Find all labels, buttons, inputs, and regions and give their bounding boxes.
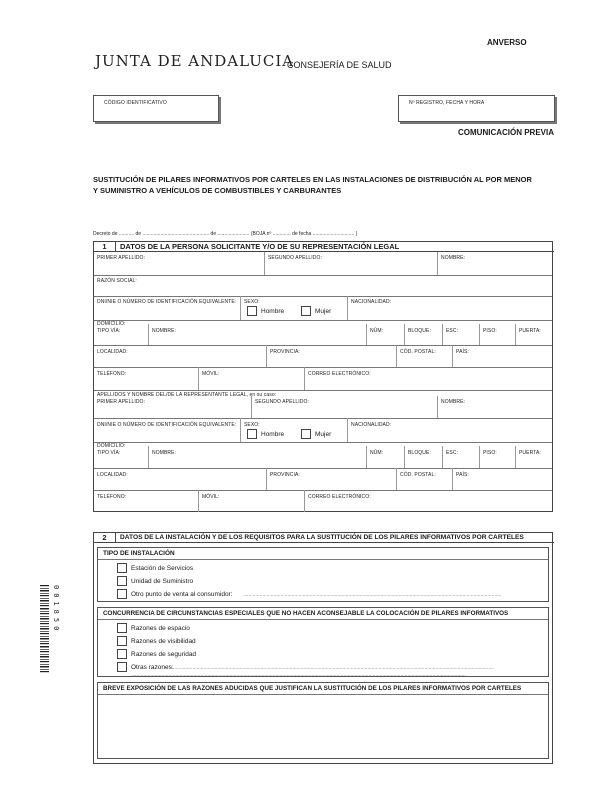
tipo-instalacion-title: TIPO DE INSTALACIÓN: [103, 550, 175, 557]
otras-razones-checkbox[interactable]: [117, 662, 127, 672]
unidad-suministro-label: Unidad de Suministro: [131, 578, 194, 585]
segundo-apellido-label: SEGUNDO APELLIDO:: [268, 255, 322, 261]
rep-movil-label: MÓVIL:: [202, 494, 220, 500]
otras-razones-label: Otras razones:: [131, 664, 174, 671]
document-title: SUSTITUCIÓN DE PILARES INFORMATIVOS POR CARTELES EN LAS INSTALACIONES DE DISTRIBUCIÓN AL POR MENOR Y SUMINISTRO A VEHÍCULOS DE COMBUSTIBLES Y CARBURANTES: [93, 175, 532, 195]
bloque-label: BLOQUE:: [408, 328, 431, 334]
rep-nombre-label: NOMBRE:: [441, 399, 466, 405]
rep-provincia-label: PROVINCIA:: [270, 472, 300, 478]
section-2-number: 2: [94, 533, 116, 543]
section-1-title: DATOS DE LA PERSONA SOLICITANTE Y/O DE SU REPRESENTACIÓN LEGAL: [120, 242, 400, 251]
rep-dni-label: DNI/NIE O NÚMERO DE IDENTIFICACIÓN EQUIVALENTE:: [97, 422, 237, 428]
mujer-label: Mujer: [315, 308, 332, 315]
estacion-servicios-checkbox[interactable]: [117, 563, 127, 573]
razon-social-label: RAZÓN SOCIAL:: [97, 278, 137, 284]
rep-num-label: NÚM:: [370, 450, 384, 456]
razones-seguridad-label: Razones de seguridad: [131, 651, 197, 658]
rep-correo-label: CORREO ELECTRÓNICO:: [308, 494, 371, 500]
rep-nacionalidad-label: NACIONALIDAD:: [351, 422, 392, 428]
rep-piso-label: PISO:: [483, 450, 497, 456]
otro-punto-checkbox[interactable]: [117, 589, 127, 599]
rep-segundo-apellido-label: SEGUNDO APELLIDO:: [255, 399, 309, 405]
unidad-suministro-checkbox[interactable]: [117, 576, 127, 586]
correo-label: CORREO ELECTRÓNICO:: [308, 371, 371, 377]
rep-mujer-label: Mujer: [315, 431, 332, 438]
breve-exposicion-title: BREVE EXPOSICIÓN DE LAS RAZONES ADUCIDAS QUE JUSTIFICAN LA SUSTITUCIÓN DE LOS PILARES INFORMATIVOS POR CARTELES: [103, 685, 522, 692]
rep-esc-label: ESC:: [446, 450, 459, 456]
rep-mujer-checkbox[interactable]: [301, 429, 311, 439]
razones-visibilidad-checkbox[interactable]: [117, 636, 127, 646]
section-1-number: 1: [94, 242, 116, 252]
razones-espacio-label: Razones de espacio: [131, 625, 190, 632]
movil-label: MÓVIL:: [202, 371, 220, 377]
rep-hombre-label: Hombre: [261, 431, 285, 438]
concurrencia-title: CONCURRENCIA DE CIRCUNSTANCIAS ESPECIALES QUE NO HACEN ACONSEJABLE LA COLOCACIÓN DE PILARES INFORMATIVOS: [103, 610, 509, 617]
anverso-label: ANVERSO: [487, 38, 527, 47]
rep-primer-apellido-label: PRIMER APELLIDO:: [97, 399, 146, 405]
barcode-icon: [40, 585, 60, 673]
rep-telefono-label: TELÉFONO:: [97, 494, 127, 500]
esc-label: ESC:: [446, 328, 459, 334]
rep-sexo-label: SEXO:: [244, 422, 260, 428]
mujer-checkbox[interactable]: [301, 306, 311, 316]
section-2: [93, 532, 553, 764]
registro-box[interactable]: [398, 95, 555, 122]
rep-tipo-via-label: TIPO VÍA:: [97, 450, 121, 456]
nacionalidad-label: NACIONALIDAD:: [351, 299, 392, 305]
estacion-servicios-label: Estación de Servicios: [131, 565, 194, 572]
rep-cod-postal-label: CÓD. POSTAL:: [400, 472, 436, 478]
otras-razones-field-2[interactable]: .................................................................................................................................................................................................................................................: [131, 672, 466, 678]
comunicacion-previa: COMUNICACIÓN PREVIA: [458, 128, 555, 137]
rep-puerta-label: PUERTA:: [519, 450, 541, 456]
sexo-label: SEXO:: [244, 299, 260, 305]
domicilio-label: DOMICILIO:: [97, 321, 126, 327]
concurrencia-box: [97, 607, 549, 677]
piso-label: PISO:: [483, 328, 497, 334]
codigo-identificativo-box[interactable]: [93, 95, 219, 122]
primer-apellido-label: PRIMER APELLIDO:: [97, 255, 146, 261]
otras-razones-field[interactable]: .......................................................................................................................................................................................................................................: [173, 665, 494, 671]
registro-label: Nº REGISTRO, FECHA Y HORA: [409, 100, 485, 106]
cod-postal-label: CÓD. POSTAL:: [400, 349, 436, 355]
decreto-line: Decreto de ........... de ................................................ de ....................... (BOJA nº ............. de fecha .............................. ): [93, 231, 358, 237]
otro-punto-label: Otro punto de venta al consumidor:: [131, 591, 233, 598]
section-1: [93, 241, 553, 512]
rep-nombre-via-label: NOMBRE:: [152, 450, 177, 456]
tipo-via-label: TIPO VÍA:: [97, 328, 121, 334]
rep-hombre-checkbox[interactable]: [247, 429, 257, 439]
rep-domicilio-label: DOMICILIO:: [97, 443, 126, 449]
breve-exposicion-box[interactable]: [97, 682, 549, 759]
rep-localidad-label: LOCALIDAD:: [97, 472, 128, 478]
representante-label: APELLIDOS Y NOMBRE DEL/DE LA REPRESENTANTE LEGAL, en su caso:: [97, 392, 277, 398]
pais-label: PAÍS:: [456, 349, 469, 355]
hombre-checkbox[interactable]: [247, 306, 257, 316]
razones-visibilidad-label: Razones de visibilidad: [131, 638, 196, 645]
section-2-title: DATOS DE LA INSTALACIÓN Y DE LOS REQUISITOS PARA LA SUSTITUCIÓN DE LOS PILARES INFORMATIVOS POR CARTELES: [120, 534, 524, 541]
rep-pais-label: PAÍS:: [456, 472, 469, 478]
nombre-label: NOMBRE:: [441, 255, 466, 261]
provincia-label: PROVINCIA:: [270, 349, 300, 355]
num-label: NÚM:: [370, 328, 384, 334]
consejeria-label: CONSEJERÍA DE SALUD: [287, 60, 392, 70]
localidad-label: LOCALIDAD:: [97, 349, 128, 355]
telefono-label: TELÉFONO:: [97, 371, 127, 377]
barcode-number: 001850: [52, 585, 60, 635]
junta-logo: JUNTA DE ANDALUCIA: [95, 52, 295, 70]
nombre-via-label: NOMBRE:: [152, 328, 177, 334]
dni-label: DNI/NIE O NÚMERO DE IDENTIFICACIÓN EQUIVALENTE:: [97, 299, 237, 305]
hombre-label: Hombre: [261, 308, 285, 315]
rep-bloque-label: BLOQUE:: [408, 450, 431, 456]
tipo-instalacion-box: [97, 547, 549, 602]
otro-punto-field[interactable]: ..........................................................................................................................................................................................: [243, 592, 502, 598]
codigo-label: CÓDIGO IDENTIFICATIVO: [104, 100, 167, 106]
puerta-label: PUERTA:: [519, 328, 541, 334]
razones-seguridad-checkbox[interactable]: [117, 649, 127, 659]
razones-espacio-checkbox[interactable]: [117, 623, 127, 633]
